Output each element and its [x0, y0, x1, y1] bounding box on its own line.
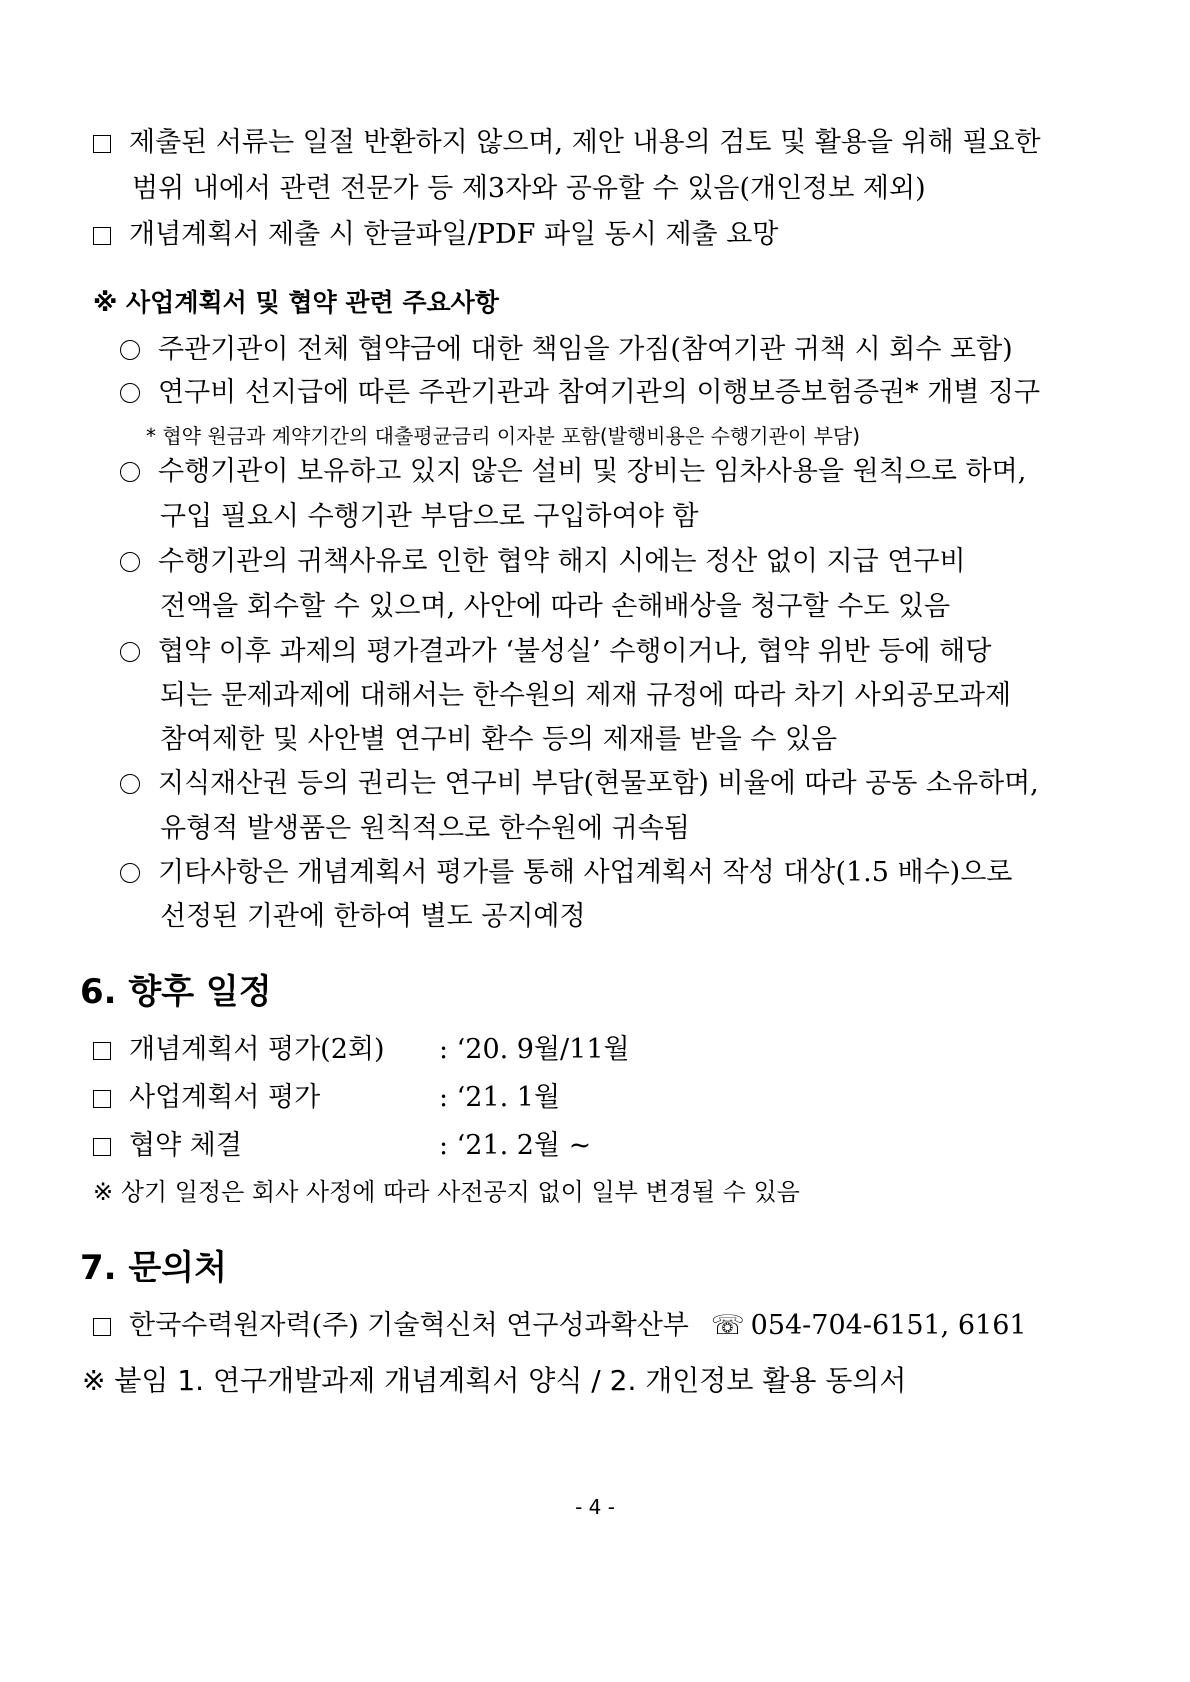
- notice-item: 주관기관이 전체 협약금에 대한 책임을 가짐(참여기관 귀책 시 회수 포함): [120, 333, 1013, 367]
- circle-bullet-icon: [120, 552, 140, 572]
- circle-bullet-icon: [120, 774, 140, 794]
- section-heading-contact: 7. 문의처: [80, 1248, 227, 1288]
- notice-item-cont: 참여제한 및 사안별 연구비 환수 등의 제재를 받을 수 있음: [160, 724, 838, 755]
- circle-bullet-icon: [120, 340, 140, 360]
- section-heading-schedule: 6. 향후 일정: [80, 972, 272, 1012]
- notice-item: 수행기관이 보유하고 있지 않은 설비 및 장비는 임차사용을 원칙으로 하며,: [120, 455, 1026, 489]
- checkbox-square-icon: [93, 135, 111, 153]
- notice-item: 협약 이후 과제의 평가결과가 ‘불성실’ 수행이거나, 협약 위반 등에 해당: [120, 635, 991, 669]
- circle-bullet-icon: [120, 642, 140, 662]
- page-number: - 4 -: [575, 1495, 615, 1519]
- checkbox-square-icon: [93, 1042, 111, 1060]
- notice-item-cont: 선정된 기관에 한하여 별도 공지예정: [160, 901, 586, 932]
- schedule-row: 개념계획서 평가(2회) : ‘20. 9월/11월: [93, 1033, 630, 1067]
- notice-title: ※ 사업계획서 및 협약 관련 주요사항: [93, 288, 499, 317]
- checkbox-square-icon: [93, 1318, 111, 1336]
- circle-bullet-icon: [120, 863, 140, 883]
- checkbox-square-icon: [93, 227, 111, 245]
- notice-item-cont: 유형적 발생품은 원칙적으로 한수원에 귀속됨: [160, 813, 690, 844]
- notice-item-cont: 되는 문제과제에 대해서는 한수원의 제재 규정에 따라 차기 사외공모과제: [160, 680, 1012, 711]
- checkbox-square-icon: [93, 1090, 111, 1108]
- schedule-row: 사업계획서 평가 : ‘21. 1월: [93, 1081, 560, 1115]
- attachment-note: ※ 붙임 1. 연구개발과제 개념계획서 양식 / 2. 개인정보 활용 동의서: [82, 1364, 907, 1397]
- item-file-format: 개념계획서 제출 시 한글파일/PDF 파일 동시 제출 요망: [93, 218, 778, 252]
- schedule-row: 협약 체결 : ‘21. 2월 ~: [93, 1129, 591, 1163]
- checkbox-square-icon: [93, 1138, 111, 1156]
- circle-bullet-icon: [120, 462, 140, 482]
- notice-item: 기타사항은 개념계획서 평가를 통해 사업계획서 작성 대상(1.5 배수)으로: [120, 856, 1012, 890]
- notice-item: 지식재산권 등의 권리는 연구비 부담(현물포함) 비율에 따라 공동 소유하며,: [120, 767, 1039, 801]
- phone-icon: ☏: [710, 1310, 745, 1341]
- item-returned-documents-cont: 범위 내에서 관련 전문가 등 제3자와 공유할 수 있음(개인정보 제외): [132, 173, 926, 204]
- item-returned-documents: 제출된 서류는 일절 반환하지 않으며, 제안 내용의 검토 및 활용을 위해 필요한: [93, 126, 1041, 160]
- notice-item-cont: 전액을 회수할 수 있으며, 사안에 따라 손해배상을 청구할 수도 있음: [160, 591, 951, 622]
- notice-item: 수행기관의 귀책사유로 인한 협약 해지 시에는 정산 없이 지급 연구비: [120, 545, 966, 579]
- notice-item: 연구비 선지급에 따른 주관기관과 참여기관의 이행보증보험증권* 개별 징구: [120, 376, 1040, 410]
- notice-footnote: * 협약 원금과 계약기간의 대출평균금리 이자분 포함(발행비용은 수행기관이 부담): [146, 424, 861, 448]
- circle-bullet-icon: [120, 383, 140, 403]
- schedule-note: ※ 상기 일정은 회사 사정에 따라 사전공지 없이 일부 변경될 수 있음: [93, 1178, 800, 1206]
- notice-item-cont: 구입 필요시 수행기관 부담으로 구입하여야 함: [160, 501, 699, 532]
- contact-row: 한국수력원자력(주) 기술혁신처 연구성과확산부 ☏ 054-704-6151, 6161: [93, 1309, 1027, 1343]
